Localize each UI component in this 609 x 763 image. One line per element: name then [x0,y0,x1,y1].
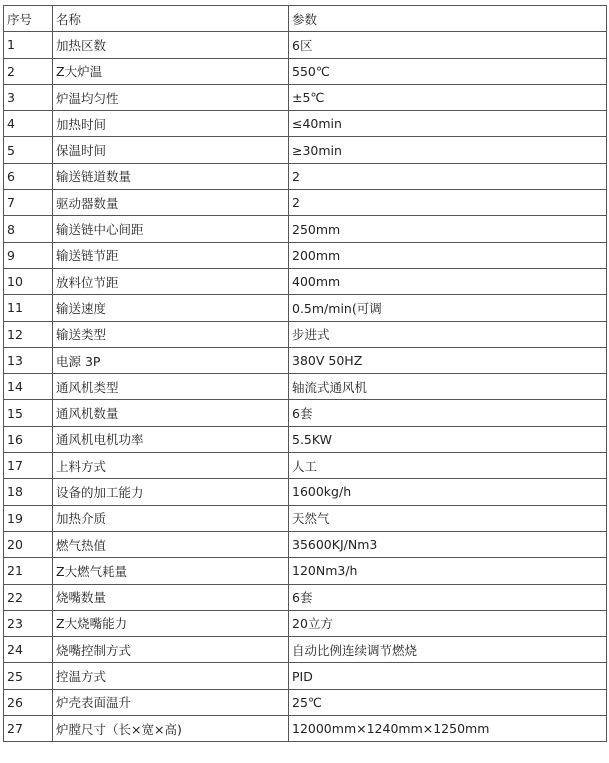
table-row [4,558,607,584]
row-index-cell: 24 [4,637,53,663]
row-index-cell: 19 [4,505,53,531]
row-param-cell: 1600kg/h [289,479,607,505]
table-row [4,163,607,189]
row-param-cell: 120Nm3/h [289,558,607,584]
header-param: 参数 [289,6,607,32]
table-row [4,137,607,163]
row-param-cell: 550℃ [289,58,607,84]
table-row [4,58,607,84]
row-param-cell: PID [289,663,607,689]
row-index-cell: 10 [4,268,53,294]
row-param-cell: 5.5KW [289,426,607,452]
table-row [4,716,607,742]
row-index-cell: 14 [4,374,53,400]
table-row [4,111,607,137]
row-name-cell: 炉壳表面温升 [53,689,289,715]
row-name-cell: 输送速度 [53,295,289,321]
row-name-cell: 输送类型 [53,321,289,347]
row-param-cell: 2 [289,163,607,189]
spec-table [3,5,607,742]
row-param-cell: 6套 [289,400,607,426]
header-index: 序号 [4,6,53,32]
row-index-cell: 17 [4,453,53,479]
table-row [4,531,607,557]
row-param-cell: 20立方 [289,610,607,636]
table-row [4,32,607,58]
row-index-cell: 1 [4,32,53,58]
table-row [4,84,607,110]
row-param-cell: 6套 [289,584,607,610]
table-row [4,426,607,452]
row-param-cell: 25℃ [289,689,607,715]
table-row [4,479,607,505]
row-name-cell: 输送链道数量 [53,163,289,189]
row-index-cell: 18 [4,479,53,505]
row-param-cell: 200mm [289,242,607,268]
table-body [4,32,607,742]
row-name-cell: Z大炉温 [53,58,289,84]
row-name-cell: 通风机类型 [53,374,289,400]
row-param-cell: 2 [289,190,607,216]
row-param-cell: ≤40min [289,111,607,137]
row-name-cell: 输送链节距 [53,242,289,268]
row-index-cell: 6 [4,163,53,189]
table-row [4,637,607,663]
row-index-cell: 27 [4,716,53,742]
row-param-cell: ±5℃ [289,84,607,110]
row-name-cell: 加热区数 [53,32,289,58]
row-name-cell: 通风机电机功率 [53,426,289,452]
row-index-cell: 9 [4,242,53,268]
table-row [4,190,607,216]
row-name-cell: 上料方式 [53,453,289,479]
row-name-cell: 控温方式 [53,663,289,689]
table-row [4,453,607,479]
table-row [4,216,607,242]
row-param-cell: ≥30min [289,137,607,163]
row-index-cell: 22 [4,584,53,610]
row-param-cell: 人工 [289,453,607,479]
row-name-cell: 加热时间 [53,111,289,137]
table-row [4,347,607,373]
row-index-cell: 8 [4,216,53,242]
row-name-cell: 保温时间 [53,137,289,163]
table-row [4,295,607,321]
row-param-cell: 天然气 [289,505,607,531]
table-row [4,374,607,400]
row-index-cell: 23 [4,610,53,636]
row-param-cell: 12000mm×1240mm×1250mm [289,716,607,742]
row-index-cell: 12 [4,321,53,347]
row-index-cell: 21 [4,558,53,584]
table-row [4,268,607,294]
row-index-cell: 20 [4,531,53,557]
row-index-cell: 4 [4,111,53,137]
table-row [4,610,607,636]
row-param-cell: 380V 50HZ [289,347,607,373]
row-index-cell: 16 [4,426,53,452]
row-param-cell: 250mm [289,216,607,242]
row-name-cell: 电源 3P [53,347,289,373]
row-name-cell: 通风机数量 [53,400,289,426]
row-index-cell: 25 [4,663,53,689]
row-index-cell: 15 [4,400,53,426]
row-param-cell: 6区 [289,32,607,58]
row-name-cell: 燃气热值 [53,531,289,557]
row-name-cell: 烧嘴控制方式 [53,637,289,663]
row-index-cell: 2 [4,58,53,84]
row-param-cell: 0.5m/min(可调 [289,295,607,321]
row-name-cell: 驱动器数量 [53,190,289,216]
table-row [4,663,607,689]
row-name-cell: 炉膛尺寸（长×宽×高) [53,716,289,742]
row-index-cell: 5 [4,137,53,163]
table-row [4,321,607,347]
row-name-cell: 烧嘴数量 [53,584,289,610]
row-param-cell: 轴流式通风机 [289,374,607,400]
row-index-cell: 26 [4,689,53,715]
row-name-cell: Z大燃气耗量 [53,558,289,584]
table-row [4,400,607,426]
table-row [4,689,607,715]
row-name-cell: 输送链中心间距 [53,216,289,242]
table-row [4,505,607,531]
row-param-cell: 自动比例连续调节燃烧 [289,637,607,663]
row-index-cell: 11 [4,295,53,321]
row-param-cell: 35600KJ/Nm3 [289,531,607,557]
row-index-cell: 3 [4,84,53,110]
row-name-cell: Z大烧嘴能力 [53,610,289,636]
table-header-row [4,6,607,32]
table-row [4,584,607,610]
row-name-cell: 加热介质 [53,505,289,531]
row-name-cell: 设备的加工能力 [53,479,289,505]
table-row [4,242,607,268]
row-name-cell: 炉温均匀性 [53,84,289,110]
row-param-cell: 400mm [289,268,607,294]
header-name: 名称 [53,6,289,32]
row-param-cell: 步进式 [289,321,607,347]
row-index-cell: 13 [4,347,53,373]
row-index-cell: 7 [4,190,53,216]
row-name-cell: 放料位节距 [53,268,289,294]
